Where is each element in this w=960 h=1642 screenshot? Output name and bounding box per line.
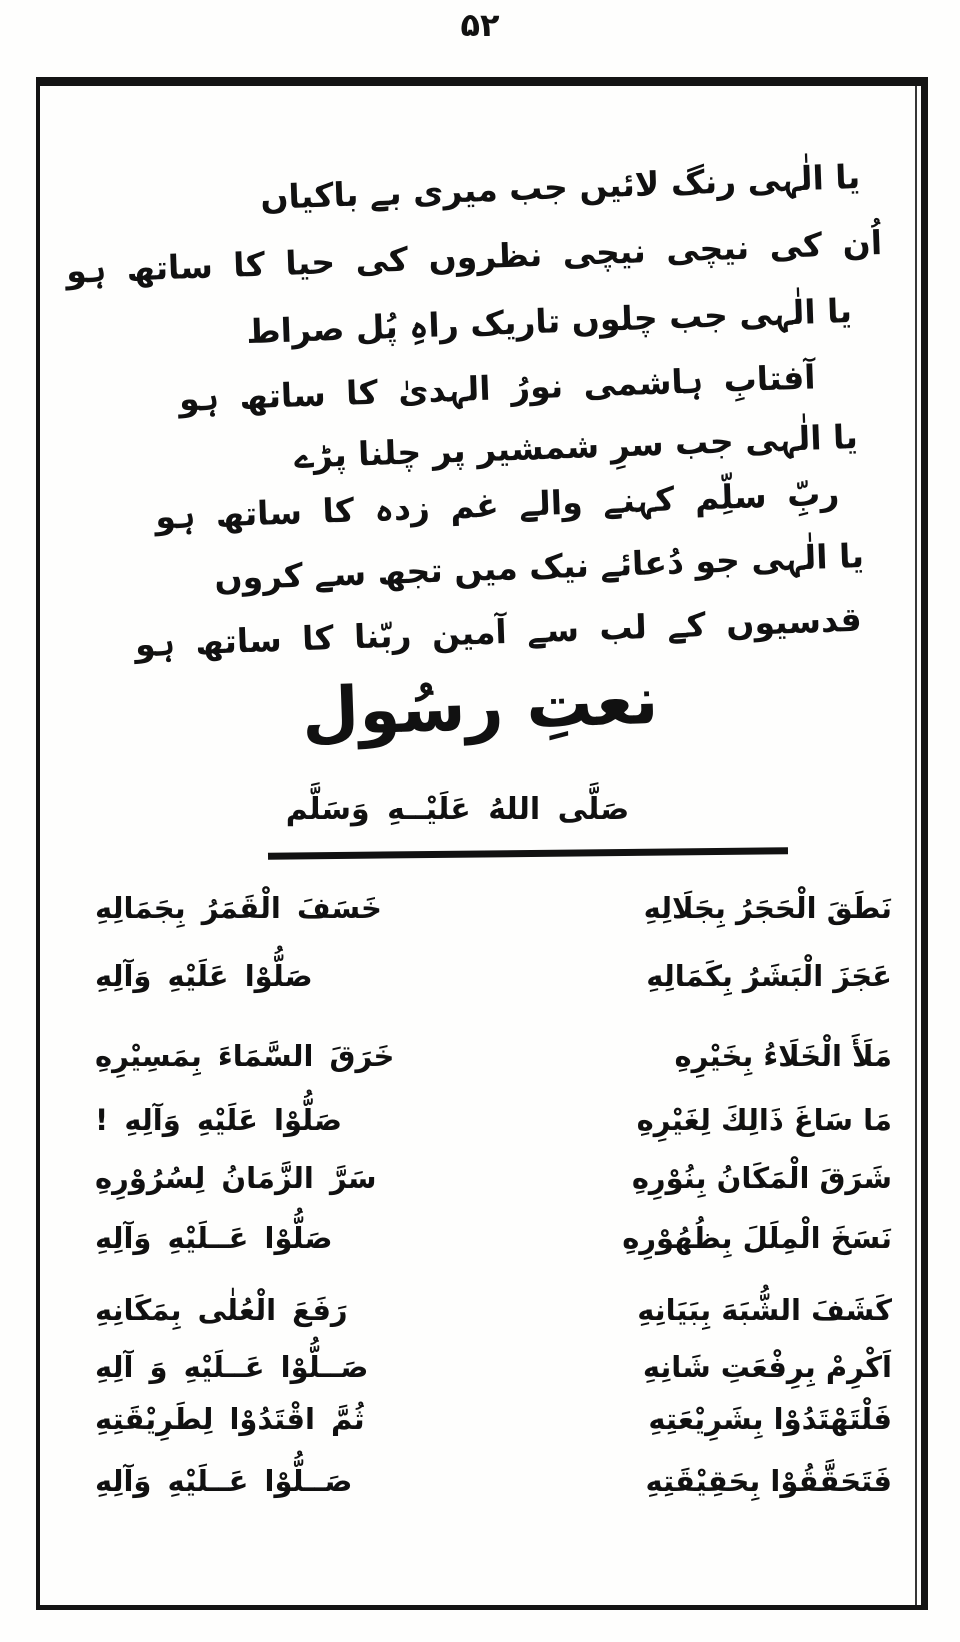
arabic-couplet-row-10: [95, 1458, 892, 1504]
durood-subtitle: صَلَّى اللهُ عَلَيْــهِ وَسَلَّم: [285, 792, 630, 827]
hemistich-right: عَجَزَ الْبَشَرُ بِكَمَالِهِ: [646, 959, 892, 993]
urdu-verse-line-3: یا الٰہی جب چلوں تاریک راہِ پُل صراط: [245, 291, 853, 352]
hemistich-left: سَرَّ الزَّمَانُ لِسُرُوْرِهِ: [95, 1161, 377, 1195]
arabic-couplet-row-2: [95, 953, 892, 999]
hemistich-left: خَسَفَ الْقَمَرُ بِجَمَالِهِ: [95, 891, 382, 925]
hemistich-left: خَرَقَ السَّمَاءَ بِمَسِيْرِهِ: [95, 1039, 395, 1073]
arabic-couplet-row-4: [95, 1097, 892, 1143]
urdu-verse-line-6: ربِّ سلِّم کہنے والے غم زدہ کا ساتھ ہو: [154, 473, 840, 537]
hemistich-left: صَلُّوْا عَلَيْهِ وَآلِهِ: [95, 959, 313, 993]
hemistich-left: رَفَعَ الْعُلٰى بِمَكَانِهِ: [95, 1293, 348, 1327]
arabic-couplet-row-9: [95, 1396, 892, 1442]
naat-heading-title: نعتِ رسُول: [300, 661, 660, 752]
arabic-couplet-row-6: [95, 1215, 892, 1261]
page-number: ۵۲: [460, 6, 500, 44]
hemistich-left: صَــلُّوْا عَــلَيْهِ وَآلِهِ: [95, 1464, 353, 1498]
arabic-couplet-row-1: [95, 885, 892, 931]
frame-inner-right-line: [915, 86, 917, 1605]
urdu-verse-line-5: یا الٰہی جب سرِ شمشیر پر چلنا پڑے: [293, 417, 859, 476]
arabic-couplet-row-5: [95, 1155, 892, 1201]
hemistich-right: شَرَقَ الْمَكَانُ بِنُوْرِهِ: [631, 1161, 892, 1195]
urdu-verse-line-4: آفتابِ ہاشمی نورُ الہدیٰ کا ساتھ ہو: [178, 357, 817, 419]
arabic-couplet-row-3: [95, 1033, 892, 1079]
hemistich-left: صَــلُّوْا عَــلَيْهِ وَ آلِهِ: [95, 1350, 369, 1384]
urdu-verse-line-2: اُن کی نیچی نیچی نظروں کی حیا کا ساتھ ہو: [65, 223, 883, 291]
urdu-verse-line-1: یا الٰہی رنگ لائیں جب میری بے باکیاں: [259, 157, 861, 217]
arabic-couplet-row-7: [95, 1287, 892, 1333]
hemistich-right: مَلَأَ الْخَلَاءُ بِخَيْرِهِ: [674, 1039, 892, 1073]
hemistich-right: فَلْتَهْتَدُوْا بِشَرِيْعَتِهِ: [648, 1402, 892, 1436]
urdu-verse-line-7: یا الٰہی جو دُعائے نیک میں تجھ سے کروں: [213, 536, 865, 598]
hemistich-left: صَلُّوْا عَلَيْهِ وَآلِهِ !: [95, 1103, 343, 1137]
hemistich-right: فَتَحَقَّقُوْا بِحَقِيْقَتِهِ: [645, 1464, 892, 1498]
hemistich-right: مَا سَاغَ ذَالِكَ لِغَيْرِهِ: [636, 1103, 892, 1137]
hemistich-left: صَلُّوْا عَــلَيْهِ وَآلِهِ: [95, 1221, 333, 1255]
arabic-couplet-row-8: [95, 1344, 892, 1390]
urdu-verse-line-8: قدسیوں کے لب سے آمین ربّنا کا ساتھ ہو: [134, 599, 863, 664]
hemistich-right: نَطَقَ الْحَجَرُ بِجَلَالِهِ: [643, 891, 892, 925]
hemistich-left: ثُمَّ اقْتَدُوْا لِطَرِيْقَتِهِ: [95, 1402, 365, 1436]
hemistich-right: نَسَخَ الْمِلَلَ بِظُهُوْرِهِ: [622, 1221, 892, 1255]
hemistich-right: كَشَفَ الشُّبَهَ بِبَيَانِهِ: [637, 1293, 892, 1327]
hemistich-right: اَكْرِمْ بِرِفْعَتِ شَانِهِ: [642, 1350, 892, 1384]
